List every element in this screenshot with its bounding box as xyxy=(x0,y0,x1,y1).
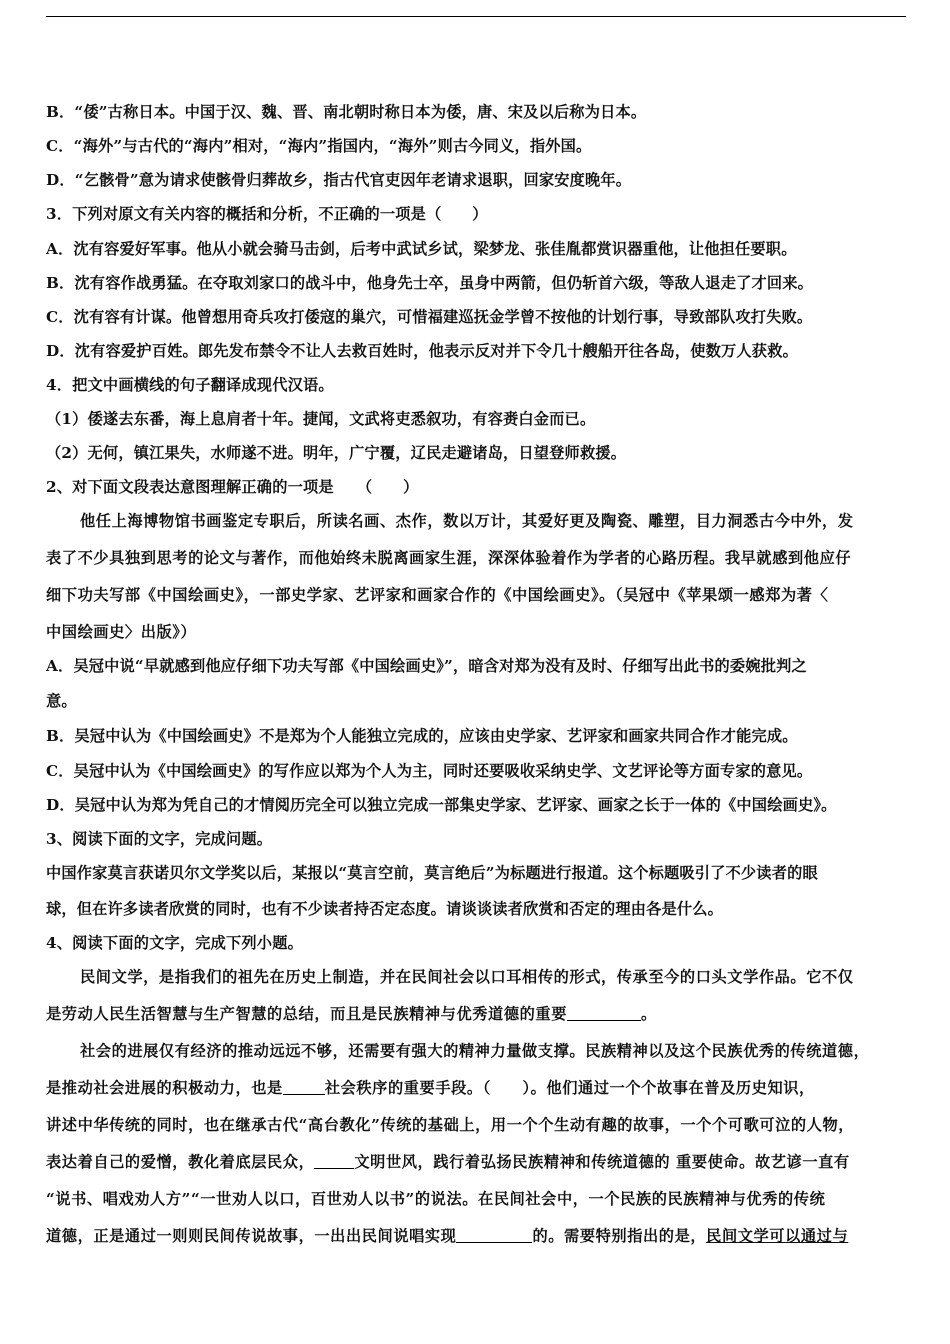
passage-line: 讲述中华传统的同时，也在继承古代“高台教化”传统的基础上，用一个个生动有趣的故事，一个个可歌可泣的人物， xyxy=(46,1116,855,1134)
fill-blank xyxy=(283,1080,325,1095)
q4-sentence-2: （2）无何，镇江果失，水师遂不进。明年，广宁覆，辽民走避诸岛，日望登师救援。 xyxy=(46,444,627,462)
passage-line: “说书、唱戏劝人方”“一世劝人以口，百世劝人以书”的说法。在民间社会中，一个民族的民族精神与优秀的传统 xyxy=(46,1190,826,1208)
passage-line: 表了不少具独到思考的论文与著作，而他始终未脱离画家生涯，深深体验着作为学者的心路历程。我早就感到他应仔 xyxy=(46,549,852,567)
option-b-line: B．“倭”古称日本。中国于汉、魏、晋、南北朝时称日本为倭，唐、宋及以后称为日本。 xyxy=(46,103,647,121)
section-3-text: 中国作家莫言获诺贝尔文学奖以后，某报以“莫言空前，莫言绝后”为标题进行报道。这个标题吸引了不少读者的眼 xyxy=(46,864,818,882)
s2-option-a: A．吴冠中说“早就感到他应仔细下功夫写部《中国绘画史》”，暗含对郑为没有及时、仔细写出此书的委婉批判之 xyxy=(46,657,807,675)
passage-line: 是劳动人民生活智慧与生产智慧的总结，而且是民族精神与优秀道德的重要 。 xyxy=(46,1005,657,1023)
q3-option-a: A．沈有容爱好军事。他从小就会骑马击剑，后考中武试乡试，梁梦龙、张佳胤都赏识器重他，让他担任要职。 xyxy=(46,240,797,258)
fill-blank xyxy=(314,1154,354,1169)
passage-line: 是推动社会进展的积极动力，也是 社会秩序的重要手段。（ ）。他们通过一个个故事在普及历史知识， xyxy=(46,1079,815,1097)
s2-option-c: C．吴冠中认为《中国绘画史》的写作应以郑为个人为主，同时还要吸收采纳史学、文艺评论等方面专家的意见。 xyxy=(46,762,813,780)
passage-line: 道德，正是通过一则则民间传说故事，一出出民间说唱实现 的。需要特别指出的是，民间文学可以通过与 xyxy=(46,1227,849,1245)
q3-option-d: D．沈有容爱护百姓。郎先发布禁令不让人去救百姓时，他表示反对并下令几十艘船开往各岛，使数万人获救。 xyxy=(46,342,798,360)
section-3-stem: 3、阅读下面的文字，完成问题。 xyxy=(46,830,273,848)
q3-option-c: C．沈有容有计谋。他曾想用奇兵攻打倭寇的巢穴，可惜福建巡抚金学曾不按他的计划行事，导致部队攻打失败。 xyxy=(46,308,813,326)
passage-line: 民间文学，是指我们的祖先在历史上制造，并在民间社会以口耳相传的形式，传承至今的口头文学作品。它不仅 xyxy=(80,968,854,986)
section-3-text: 球，但在许多读者欣赏的同时，也有不少读者持否定态度。请谈谈读者欣赏和否定的理由各是什么。 xyxy=(46,900,724,918)
passage-line: 细下功夫写部《中国绘画史》，一部史学家、艺评家和画家合作的《中国绘画史》。（吴冠中《苹果颂一感郑为著〈 xyxy=(46,586,829,604)
section-2-stem: 2、对下面文段表达意图理解正确的一项是 （ ） xyxy=(46,478,419,496)
question-4-stem: 4．把文中画横线的句子翻译成现代汉语。 xyxy=(46,376,334,394)
header-rule xyxy=(46,16,906,17)
passage-line: 他任上海博物馆书画鉴定专职后，所读名画、杰作，数以万计，其爱好更及陶瓷、雕塑，目力洞悉古今中外，发 xyxy=(80,512,854,530)
option-d-line: D．“乞骸骨”意为请求使骸骨归葬故乡，指古代官吏因年老请求退职，回家安度晚年。 xyxy=(46,171,632,189)
underlined-sentence: 民间文学可以通过与 xyxy=(706,1227,849,1245)
section-4-stem: 4、阅读下面的文字，完成下列小题。 xyxy=(46,934,303,952)
q4-sentence-1: （1）倭遂去东番，海上息肩者十年。捷闻，文武将吏悉叙功，有容赉白金而已。 xyxy=(46,410,596,428)
s2-option-d: D．吴冠中认为郑为凭自己的才情阅历完全可以独立完成一部集史学家、艺评家、画家之长于一体的《中国绘画史》。 xyxy=(46,796,837,814)
question-3-stem: 3．下列对原文有关内容的概括和分析，不正确的一项是（ ） xyxy=(46,205,488,223)
s2-option-b: B．吴冠中认为《中国绘画史》不是郑为个人能独立完成的，应该由史学家、艺评家和画家共同合作才能完成。 xyxy=(46,727,798,745)
fill-blank xyxy=(567,1006,641,1021)
passage-line: 社会的进展仅有经济的推动远远不够，还需要有强大的精神力量做支撑。民族精神以及这个民族优秀的传统道德， xyxy=(80,1042,870,1060)
passage-line: 表达着自己的爱憎，教化着底层民众， 文明世风，践行着弘扬民族精神和传统道德的 重要使命。故艺谚一直有 xyxy=(46,1153,850,1171)
s2-option-a-cont: 意。 xyxy=(46,692,77,710)
option-c-line: C．“海外”与古代的“海内”相对，“海内”指国内，“海外”则古今同义，指外国。 xyxy=(46,137,592,155)
fill-blank xyxy=(456,1228,532,1243)
passage-line: 中国绘画史〉出版》） xyxy=(46,623,197,641)
q3-option-b: B．沈有容作战勇猛。在夺取刘家口的战斗中，他身先士卒，虽身中两箭，但仍斩首六级，等敌人退走了才回来。 xyxy=(46,274,814,292)
